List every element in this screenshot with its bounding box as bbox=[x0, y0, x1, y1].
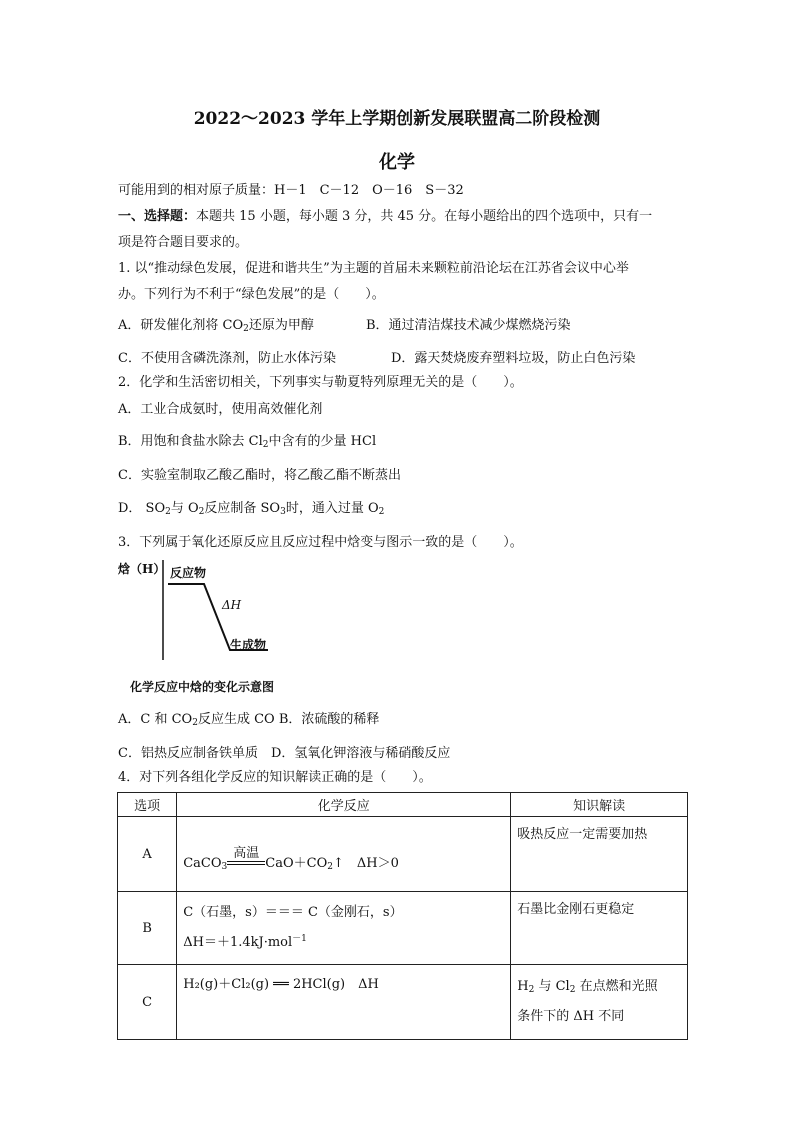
table-row bbox=[118, 817, 688, 892]
atomic-masses: 可能用到的相对原子质量：H－1 C－12 O－16 S－32 bbox=[118, 183, 464, 198]
q3-options-cd: C．铝热反应制备铁单质 D．氢氧化钾溶液与稀硝酸反应 bbox=[118, 746, 451, 761]
row-c-reaction: H₂(g)＋Cl₂(g) ══ 2HCl(g) ΔH bbox=[177, 965, 511, 1040]
product-label: 生成物 bbox=[230, 638, 267, 652]
q3-ab-1: A．C 和 CO bbox=[118, 712, 193, 727]
row-b-option: B bbox=[118, 892, 177, 965]
row-c-kn-2: 与 Cl bbox=[534, 979, 570, 994]
q2-option-a: A．工业合成氨时，使用高效催化剂 bbox=[118, 402, 323, 417]
row-c-kn-1: H bbox=[517, 979, 529, 994]
delta-h-label: ΔH bbox=[222, 598, 242, 612]
q1-option-d: D．露天焚烧废弃塑料垃圾，防止白色污染 bbox=[391, 351, 636, 366]
section-instructions bbox=[118, 208, 652, 226]
row-c-knowledge bbox=[511, 965, 688, 1040]
row-a-rx-2: CaO＋CO bbox=[265, 855, 328, 871]
q1-option-b: B．通过清洁煤技术减少煤燃烧污染 bbox=[366, 318, 571, 333]
row-a-condition: 高温 bbox=[233, 845, 260, 861]
table-row bbox=[118, 892, 688, 965]
q2-d-4: 时，通入过量 O bbox=[285, 501, 379, 516]
row-c-kn-3: 在点燃和光照 bbox=[575, 979, 658, 994]
row-c-kn-line1 bbox=[517, 972, 681, 1002]
q2-d-1: D． SO bbox=[118, 501, 166, 516]
q2-option-b bbox=[118, 433, 376, 451]
q3-stem: 3．下列属于氧化还原反应且反应过程中焓变与图示一致的是（ ）。 bbox=[118, 535, 523, 550]
q1-a-pre: A．研发催化剂将 CO bbox=[118, 318, 244, 333]
q1-stem-cont: 办。下列行为不利于“绿色发展”的是（ ）。 bbox=[118, 287, 385, 302]
q3-ab-sub: 2 bbox=[192, 718, 198, 728]
row-b-reaction bbox=[177, 892, 511, 965]
row-a-rx-sub2: 2 bbox=[327, 861, 333, 872]
row-b-knowledge: 石墨比金刚石更稳定 bbox=[511, 892, 688, 965]
row-b-rx-line1: C（石墨，s）＝＝＝ C（金刚石，s） bbox=[183, 905, 403, 920]
q2-d-sub1: 2 bbox=[165, 507, 171, 517]
enthalpy-diagram bbox=[118, 556, 288, 696]
q1-stem: 1. 以“推动绿色发展，促进和谐共生”为主题的首届未来颗粒前沿论坛在江苏省会议中心举 bbox=[118, 261, 629, 276]
q2-b-sub: 2 bbox=[262, 440, 269, 450]
row-a-rx-sub1: 3 bbox=[221, 861, 228, 872]
section-label: 一、选择题： bbox=[118, 209, 197, 224]
enthalpy-axis-label: 焓（H） bbox=[118, 562, 166, 576]
q2-d-3: 反应制备 SO bbox=[204, 501, 281, 516]
row-a-reaction bbox=[177, 817, 511, 892]
q2-option-c: C．实验室制取乙酸乙酯时，将乙酸乙酯不断蒸出 bbox=[118, 468, 401, 483]
row-a-rx-3: ↑ ΔH＞0 bbox=[332, 855, 399, 871]
diagram-caption: 化学反应中焓的变化示意图 bbox=[130, 680, 275, 694]
row-b-rx-dh: ΔH＝＋1.4kJ·mol bbox=[183, 935, 293, 950]
section-text: 本题共 15 小题，每小题 3 分，共 45 分。在每小题给出的四个选项中，只有一 bbox=[196, 209, 653, 224]
q2-d-sub4: 2 bbox=[378, 507, 385, 517]
page-title: 2022～2023 学年上学期创新发展联盟高二阶段检测 bbox=[193, 109, 601, 129]
table-header-row bbox=[118, 793, 688, 817]
q1-option-c: C．不使用含磷洗涤剂，防止水体污染 bbox=[118, 351, 336, 366]
q4-stem: 4．对下列各组化学反应的知识解读正确的是（ ）。 bbox=[118, 770, 432, 785]
q3-ab-2: 反应生成 CO B．浓硫酸的稀释 bbox=[197, 712, 380, 727]
table-header-option: 选项 bbox=[118, 793, 177, 817]
section-instructions-cont: 项是符合题目要求的。 bbox=[118, 235, 249, 250]
row-c-kn-sub2: 2 bbox=[569, 985, 576, 995]
row-c-kn-line2: 条件下的 ΔH 不同 bbox=[517, 1009, 625, 1024]
row-a-knowledge: 吸热反应一定需要加热 bbox=[511, 817, 688, 892]
q2-b-pre: B．用饱和食盐水除去 Cl bbox=[118, 434, 263, 449]
q1-a-post: 还原为甲醇 bbox=[248, 318, 314, 333]
table-header-reaction: 化学反应 bbox=[177, 793, 511, 817]
reactant-label: 反应物 bbox=[170, 566, 207, 580]
row-b-rx-line2 bbox=[183, 928, 504, 958]
row-a-equals-arrow bbox=[227, 845, 265, 871]
q2-option-d bbox=[118, 500, 384, 518]
q2-b-post: 中含有的少量 HCl bbox=[268, 434, 377, 449]
q3-options-ab bbox=[118, 711, 379, 729]
q2-d-sub3: 3 bbox=[280, 507, 286, 517]
q4-table bbox=[117, 792, 688, 1040]
row-c-kn-sub1: 2 bbox=[528, 985, 535, 995]
row-c-option: C bbox=[118, 965, 177, 1040]
table-header-knowledge: 知识解读 bbox=[511, 793, 688, 817]
row-a-rx-1: CaCO bbox=[183, 855, 222, 871]
row-b-rx-sup: －1 bbox=[292, 934, 307, 944]
q2-d-2: 与 O bbox=[170, 501, 199, 516]
q2-d-sub2: 2 bbox=[198, 507, 205, 517]
subject-title: 化学 bbox=[379, 152, 415, 173]
table-row bbox=[118, 965, 688, 1040]
row-a-option: A bbox=[118, 817, 177, 892]
q2-stem: 2．化学和生活密切相关，下列事实与勒夏特列原理无关的是（ ）。 bbox=[118, 375, 523, 390]
q1-a-sub: 2 bbox=[243, 324, 249, 334]
q1-option-a bbox=[118, 317, 314, 335]
